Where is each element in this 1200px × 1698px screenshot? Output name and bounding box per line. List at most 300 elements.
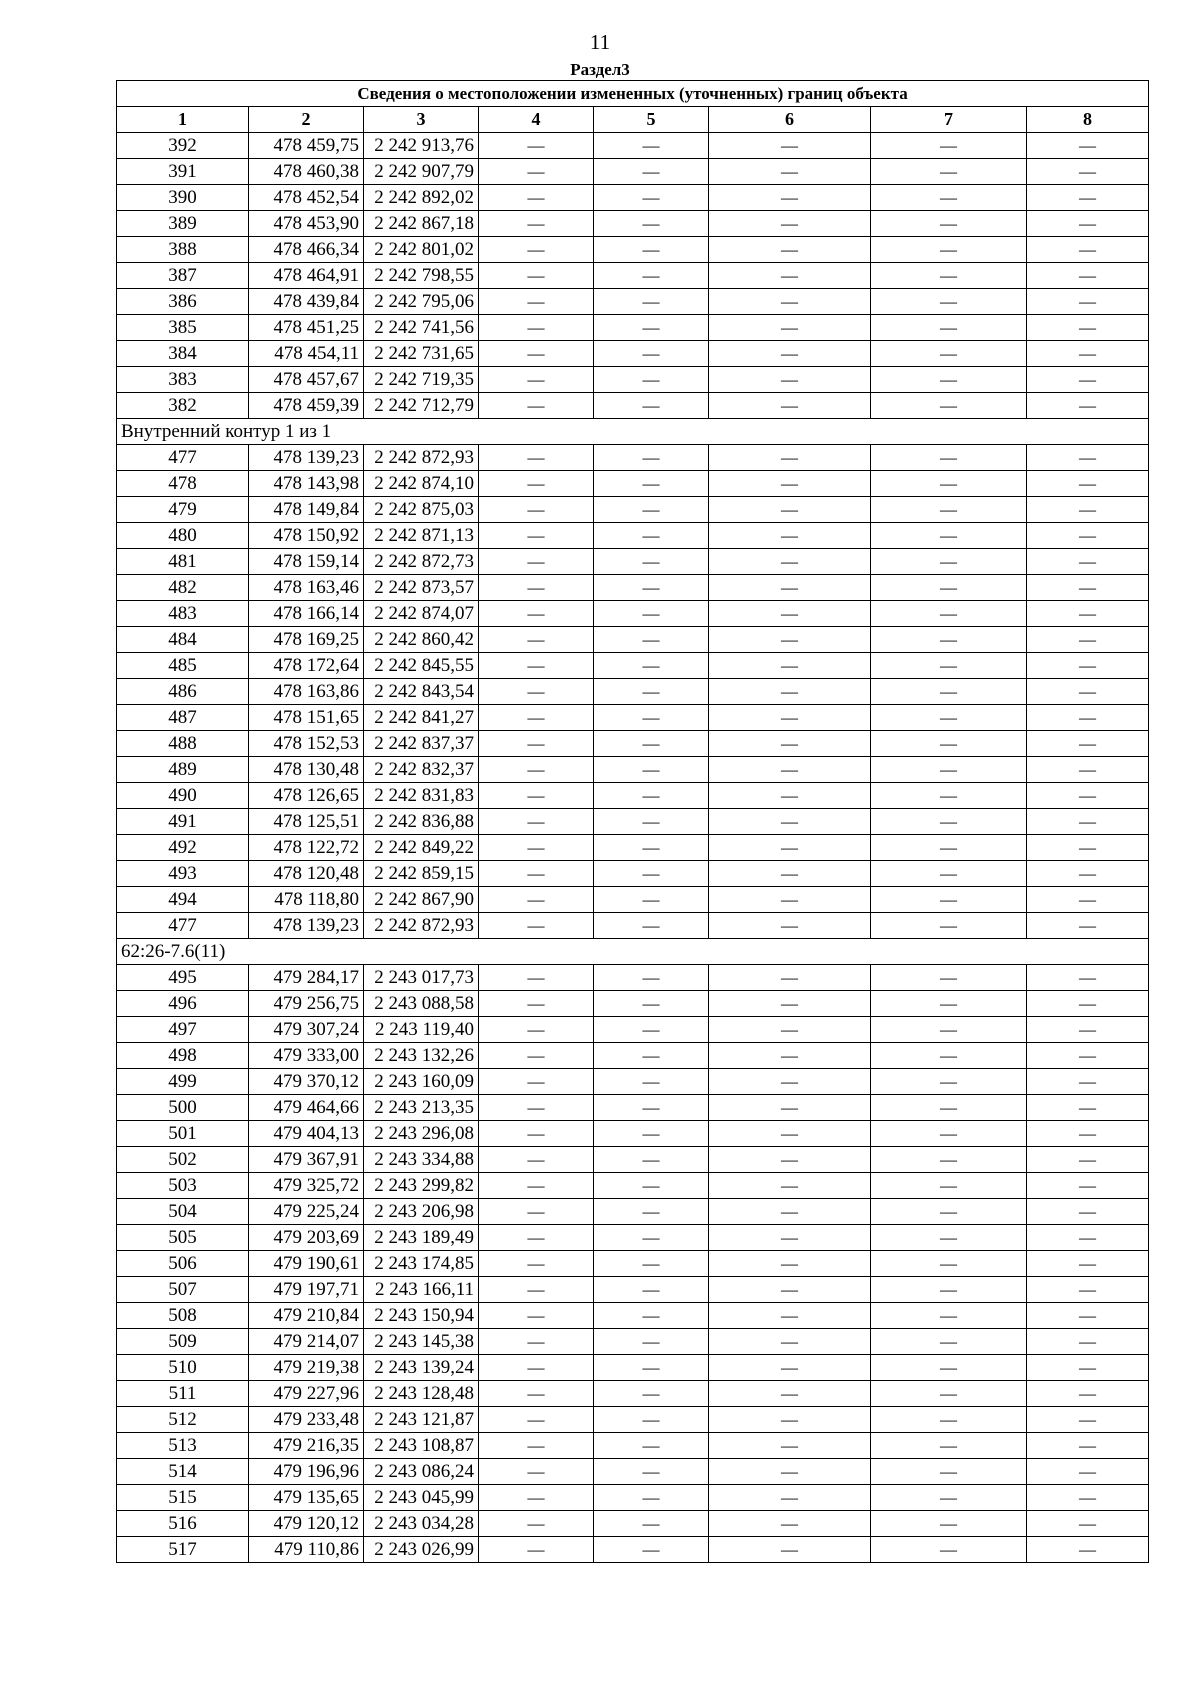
table-row xyxy=(117,237,1149,263)
section-title: Раздел3 xyxy=(570,60,630,79)
coordinate-x: 478 151,65 xyxy=(249,705,364,731)
coordinate-x: 479 225,24 xyxy=(249,1199,364,1225)
empty-value-dash: — xyxy=(871,861,1027,887)
empty-value-dash: — xyxy=(479,1277,594,1303)
point-number: 517 xyxy=(117,1537,249,1563)
empty-value-dash: — xyxy=(709,627,871,653)
coordinate-y: 2 242 832,37 xyxy=(364,757,479,783)
point-number: 496 xyxy=(117,991,249,1017)
coordinate-y: 2 243 139,24 xyxy=(364,1355,479,1381)
coordinate-x: 479 370,12 xyxy=(249,1069,364,1095)
coordinate-y: 2 243 108,87 xyxy=(364,1433,479,1459)
coordinate-y: 2 242 859,15 xyxy=(364,861,479,887)
point-number: 515 xyxy=(117,1485,249,1511)
table-row xyxy=(117,601,1149,627)
empty-value-dash: — xyxy=(871,315,1027,341)
coordinate-y: 2 242 872,73 xyxy=(364,549,479,575)
coordinate-x: 479 464,66 xyxy=(249,1095,364,1121)
empty-value-dash: — xyxy=(709,1511,871,1537)
empty-value-dash: — xyxy=(1027,627,1149,653)
empty-value-dash: — xyxy=(594,575,709,601)
coordinate-x: 479 284,17 xyxy=(249,965,364,991)
empty-value-dash: — xyxy=(594,549,709,575)
coordinate-y: 2 242 913,76 xyxy=(364,133,479,159)
empty-value-dash: — xyxy=(594,185,709,211)
table-row xyxy=(117,1017,1149,1043)
point-number: 511 xyxy=(117,1381,249,1407)
table-row xyxy=(117,1173,1149,1199)
coordinate-x: 478 459,39 xyxy=(249,393,364,419)
coordinate-y: 2 243 086,24 xyxy=(364,1459,479,1485)
coordinate-x: 478 139,23 xyxy=(249,445,364,471)
empty-value-dash: — xyxy=(479,1407,594,1433)
empty-value-dash: — xyxy=(594,237,709,263)
coordinate-x: 478 120,48 xyxy=(249,861,364,887)
coordinate-y: 2 242 798,55 xyxy=(364,263,479,289)
empty-value-dash: — xyxy=(871,1017,1027,1043)
empty-value-dash: — xyxy=(709,861,871,887)
empty-value-dash: — xyxy=(479,1511,594,1537)
coordinate-y: 2 242 849,22 xyxy=(364,835,479,861)
empty-value-dash: — xyxy=(479,887,594,913)
empty-value-dash: — xyxy=(479,679,594,705)
table-row xyxy=(117,1069,1149,1095)
point-number: 483 xyxy=(117,601,249,627)
point-number: 497 xyxy=(117,1017,249,1043)
coordinate-x: 478 150,92 xyxy=(249,523,364,549)
empty-value-dash: — xyxy=(594,1433,709,1459)
table-row xyxy=(117,1095,1149,1121)
empty-value-dash: — xyxy=(594,887,709,913)
empty-value-dash: — xyxy=(709,913,871,939)
empty-value-dash: — xyxy=(594,1407,709,1433)
empty-value-dash: — xyxy=(871,1251,1027,1277)
table-row xyxy=(117,159,1149,185)
table-row xyxy=(117,1225,1149,1251)
coordinate-x: 478 118,80 xyxy=(249,887,364,913)
point-number: 499 xyxy=(117,1069,249,1095)
empty-value-dash: — xyxy=(709,1121,871,1147)
empty-value-dash: — xyxy=(871,549,1027,575)
point-number: 387 xyxy=(117,263,249,289)
empty-value-dash: — xyxy=(594,653,709,679)
empty-value-dash: — xyxy=(594,965,709,991)
empty-value-dash: — xyxy=(479,263,594,289)
empty-value-dash: — xyxy=(1027,185,1149,211)
empty-value-dash: — xyxy=(1027,549,1149,575)
empty-value-dash: — xyxy=(871,1069,1027,1095)
empty-value-dash: — xyxy=(1027,1381,1149,1407)
empty-value-dash: — xyxy=(709,1147,871,1173)
empty-value-dash: — xyxy=(709,991,871,1017)
column-header-4: 4 xyxy=(479,107,594,133)
table-row xyxy=(117,1329,1149,1355)
coordinate-y: 2 242 875,03 xyxy=(364,497,479,523)
table-row xyxy=(117,315,1149,341)
empty-value-dash: — xyxy=(1027,1407,1149,1433)
coordinate-y: 2 242 874,10 xyxy=(364,471,479,497)
column-header-row xyxy=(117,107,1149,133)
empty-value-dash: — xyxy=(479,1303,594,1329)
empty-value-dash: — xyxy=(479,1225,594,1251)
empty-value-dash: — xyxy=(1027,1355,1149,1381)
empty-value-dash: — xyxy=(709,185,871,211)
point-number: 489 xyxy=(117,757,249,783)
coordinate-x: 479 233,48 xyxy=(249,1407,364,1433)
empty-value-dash: — xyxy=(871,1407,1027,1433)
point-number: 478 xyxy=(117,471,249,497)
point-number: 481 xyxy=(117,549,249,575)
coordinate-x: 479 120,12 xyxy=(249,1511,364,1537)
empty-value-dash: — xyxy=(871,887,1027,913)
empty-value-dash: — xyxy=(1027,861,1149,887)
coordinate-y: 2 243 121,87 xyxy=(364,1407,479,1433)
coordinate-y: 2 242 712,79 xyxy=(364,393,479,419)
empty-value-dash: — xyxy=(479,601,594,627)
empty-value-dash: — xyxy=(709,159,871,185)
empty-value-dash: — xyxy=(871,757,1027,783)
table-row xyxy=(117,913,1149,939)
point-number: 479 xyxy=(117,497,249,523)
empty-value-dash: — xyxy=(594,1459,709,1485)
table-row xyxy=(117,575,1149,601)
empty-value-dash: — xyxy=(871,731,1027,757)
empty-value-dash: — xyxy=(871,965,1027,991)
table-row xyxy=(117,471,1149,497)
coordinate-x: 479 219,38 xyxy=(249,1355,364,1381)
coordinate-y: 2 243 174,85 xyxy=(364,1251,479,1277)
table-row xyxy=(117,757,1149,783)
table-group-row xyxy=(117,939,1149,965)
coordinate-y: 2 243 213,35 xyxy=(364,1095,479,1121)
coordinate-x: 478 172,64 xyxy=(249,653,364,679)
empty-value-dash: — xyxy=(594,1381,709,1407)
empty-value-dash: — xyxy=(594,601,709,627)
empty-value-dash: — xyxy=(594,809,709,835)
empty-value-dash: — xyxy=(871,1537,1027,1563)
empty-value-dash: — xyxy=(594,289,709,315)
empty-value-dash: — xyxy=(871,185,1027,211)
coordinate-x: 479 325,72 xyxy=(249,1173,364,1199)
empty-value-dash: — xyxy=(1027,1433,1149,1459)
coordinate-y: 2 242 841,27 xyxy=(364,705,479,731)
point-number: 507 xyxy=(117,1277,249,1303)
table-row xyxy=(117,393,1149,419)
empty-value-dash: — xyxy=(594,1199,709,1225)
coordinate-x: 479 203,69 xyxy=(249,1225,364,1251)
point-number: 495 xyxy=(117,965,249,991)
table-row xyxy=(117,1251,1149,1277)
empty-value-dash: — xyxy=(871,809,1027,835)
point-number: 487 xyxy=(117,705,249,731)
empty-value-dash: — xyxy=(1027,237,1149,263)
coordinate-x: 478 159,14 xyxy=(249,549,364,575)
table-title-row xyxy=(117,81,1149,107)
table-row xyxy=(117,133,1149,159)
empty-value-dash: — xyxy=(479,809,594,835)
empty-value-dash: — xyxy=(1027,1303,1149,1329)
table-row xyxy=(117,1043,1149,1069)
coordinate-y: 2 243 145,38 xyxy=(364,1329,479,1355)
empty-value-dash: — xyxy=(479,185,594,211)
empty-value-dash: — xyxy=(709,367,871,393)
empty-value-dash: — xyxy=(1027,1199,1149,1225)
coordinate-x: 479 197,71 xyxy=(249,1277,364,1303)
empty-value-dash: — xyxy=(709,549,871,575)
empty-value-dash: — xyxy=(871,1433,1027,1459)
empty-value-dash: — xyxy=(709,315,871,341)
coordinate-y: 2 242 872,93 xyxy=(364,445,479,471)
empty-value-dash: — xyxy=(709,783,871,809)
empty-value-dash: — xyxy=(594,783,709,809)
coordinate-x: 478 139,23 xyxy=(249,913,364,939)
empty-value-dash: — xyxy=(479,627,594,653)
empty-value-dash: — xyxy=(871,1121,1027,1147)
coordinate-x: 478 169,25 xyxy=(249,627,364,653)
coordinate-y: 2 243 119,40 xyxy=(364,1017,479,1043)
empty-value-dash: — xyxy=(594,861,709,887)
table-row xyxy=(117,1433,1149,1459)
coordinate-x: 478 460,38 xyxy=(249,159,364,185)
empty-value-dash: — xyxy=(871,341,1027,367)
empty-value-dash: — xyxy=(871,913,1027,939)
point-number: 482 xyxy=(117,575,249,601)
empty-value-dash: — xyxy=(709,133,871,159)
empty-value-dash: — xyxy=(594,367,709,393)
coordinate-x: 478 453,90 xyxy=(249,211,364,237)
point-number: 392 xyxy=(117,133,249,159)
empty-value-dash: — xyxy=(479,1381,594,1407)
coordinate-x: 478 163,46 xyxy=(249,575,364,601)
empty-value-dash: — xyxy=(479,471,594,497)
empty-value-dash: — xyxy=(871,1355,1027,1381)
table-row xyxy=(117,1511,1149,1537)
empty-value-dash: — xyxy=(871,1043,1027,1069)
empty-value-dash: — xyxy=(871,1147,1027,1173)
empty-value-dash: — xyxy=(871,601,1027,627)
empty-value-dash: — xyxy=(871,1277,1027,1303)
empty-value-dash: — xyxy=(594,315,709,341)
empty-value-dash: — xyxy=(479,393,594,419)
table-row xyxy=(117,185,1149,211)
empty-value-dash: — xyxy=(871,497,1027,523)
empty-value-dash: — xyxy=(709,1303,871,1329)
empty-value-dash: — xyxy=(871,471,1027,497)
coordinate-x: 478 130,48 xyxy=(249,757,364,783)
empty-value-dash: — xyxy=(594,1485,709,1511)
page-number: 11 xyxy=(589,30,611,54)
point-number: 383 xyxy=(117,367,249,393)
coordinate-y: 2 243 299,82 xyxy=(364,1173,479,1199)
empty-value-dash: — xyxy=(479,133,594,159)
point-number: 386 xyxy=(117,289,249,315)
empty-value-dash: — xyxy=(594,133,709,159)
empty-value-dash: — xyxy=(1027,1511,1149,1537)
empty-value-dash: — xyxy=(594,497,709,523)
empty-value-dash: — xyxy=(594,1121,709,1147)
empty-value-dash: — xyxy=(1027,1485,1149,1511)
empty-value-dash: — xyxy=(1027,289,1149,315)
coordinate-y: 2 242 873,57 xyxy=(364,575,479,601)
empty-value-dash: — xyxy=(479,1199,594,1225)
coordinate-y: 2 242 836,88 xyxy=(364,809,479,835)
empty-value-dash: — xyxy=(479,1485,594,1511)
table-row xyxy=(117,341,1149,367)
point-number: 488 xyxy=(117,731,249,757)
empty-value-dash: — xyxy=(871,575,1027,601)
boundary-coordinates-table xyxy=(116,80,1149,1563)
coordinate-x: 478 125,51 xyxy=(249,809,364,835)
empty-value-dash: — xyxy=(594,341,709,367)
empty-value-dash: — xyxy=(1027,341,1149,367)
empty-value-dash: — xyxy=(594,211,709,237)
empty-value-dash: — xyxy=(1027,1069,1149,1095)
empty-value-dash: — xyxy=(709,445,871,471)
coordinate-y: 2 243 334,88 xyxy=(364,1147,479,1173)
empty-value-dash: — xyxy=(709,757,871,783)
coordinate-x: 478 452,54 xyxy=(249,185,364,211)
empty-value-dash: — xyxy=(709,601,871,627)
empty-value-dash: — xyxy=(871,393,1027,419)
empty-value-dash: — xyxy=(1027,367,1149,393)
empty-value-dash: — xyxy=(1027,159,1149,185)
table-row xyxy=(117,679,1149,705)
empty-value-dash: — xyxy=(479,1069,594,1095)
coordinate-y: 2 243 045,99 xyxy=(364,1485,479,1511)
empty-value-dash: — xyxy=(594,1355,709,1381)
coordinate-x: 478 464,91 xyxy=(249,263,364,289)
coordinate-x: 479 214,07 xyxy=(249,1329,364,1355)
empty-value-dash: — xyxy=(479,523,594,549)
empty-value-dash: — xyxy=(709,835,871,861)
table-row xyxy=(117,1199,1149,1225)
empty-value-dash: — xyxy=(709,1433,871,1459)
empty-value-dash: — xyxy=(871,1485,1027,1511)
empty-value-dash: — xyxy=(709,653,871,679)
point-number: 508 xyxy=(117,1303,249,1329)
empty-value-dash: — xyxy=(594,393,709,419)
coordinate-x: 478 163,86 xyxy=(249,679,364,705)
coordinate-x: 479 196,96 xyxy=(249,1459,364,1485)
table-row xyxy=(117,809,1149,835)
point-number: 385 xyxy=(117,315,249,341)
empty-value-dash: — xyxy=(871,367,1027,393)
group-label: Внутренний контур 1 из 1 xyxy=(117,419,1149,445)
table-group-row xyxy=(117,419,1149,445)
empty-value-dash: — xyxy=(709,1199,871,1225)
empty-value-dash: — xyxy=(709,1069,871,1095)
coordinate-y: 2 243 160,09 xyxy=(364,1069,479,1095)
empty-value-dash: — xyxy=(1027,679,1149,705)
point-number: 509 xyxy=(117,1329,249,1355)
coordinate-x: 478 152,53 xyxy=(249,731,364,757)
coordinate-y: 2 243 017,73 xyxy=(364,965,479,991)
point-number: 506 xyxy=(117,1251,249,1277)
point-number: 384 xyxy=(117,341,249,367)
empty-value-dash: — xyxy=(479,1329,594,1355)
coordinate-x: 478 149,84 xyxy=(249,497,364,523)
empty-value-dash: — xyxy=(594,159,709,185)
table-row xyxy=(117,1277,1149,1303)
point-number: 512 xyxy=(117,1407,249,1433)
empty-value-dash: — xyxy=(709,1225,871,1251)
point-number: 389 xyxy=(117,211,249,237)
point-number: 494 xyxy=(117,887,249,913)
coordinate-x: 479 256,75 xyxy=(249,991,364,1017)
empty-value-dash: — xyxy=(1027,991,1149,1017)
table-row xyxy=(117,1485,1149,1511)
empty-value-dash: — xyxy=(1027,653,1149,679)
table-row xyxy=(117,1407,1149,1433)
empty-value-dash: — xyxy=(709,705,871,731)
empty-value-dash: — xyxy=(1027,1459,1149,1485)
empty-value-dash: — xyxy=(479,991,594,1017)
point-number: 490 xyxy=(117,783,249,809)
table-row xyxy=(117,289,1149,315)
coordinate-x: 479 110,86 xyxy=(249,1537,364,1563)
coordinate-x: 479 216,35 xyxy=(249,1433,364,1459)
table-row xyxy=(117,731,1149,757)
coordinate-x: 478 451,25 xyxy=(249,315,364,341)
coordinate-x: 478 459,75 xyxy=(249,133,364,159)
empty-value-dash: — xyxy=(709,393,871,419)
empty-value-dash: — xyxy=(871,653,1027,679)
empty-value-dash: — xyxy=(709,1485,871,1511)
table-row xyxy=(117,1381,1149,1407)
empty-value-dash: — xyxy=(871,1459,1027,1485)
empty-value-dash: — xyxy=(709,575,871,601)
column-header-3: 3 xyxy=(364,107,479,133)
table-row xyxy=(117,965,1149,991)
empty-value-dash: — xyxy=(1027,731,1149,757)
empty-value-dash: — xyxy=(594,1147,709,1173)
empty-value-dash: — xyxy=(479,367,594,393)
table-row xyxy=(117,549,1149,575)
table-row xyxy=(117,627,1149,653)
empty-value-dash: — xyxy=(1027,497,1149,523)
empty-value-dash: — xyxy=(709,1407,871,1433)
empty-value-dash: — xyxy=(479,1537,594,1563)
empty-value-dash: — xyxy=(594,1069,709,1095)
empty-value-dash: — xyxy=(479,237,594,263)
coordinate-y: 2 242 719,35 xyxy=(364,367,479,393)
point-number: 516 xyxy=(117,1511,249,1537)
point-number: 477 xyxy=(117,913,249,939)
coordinate-x: 478 457,67 xyxy=(249,367,364,393)
table-row xyxy=(117,445,1149,471)
empty-value-dash: — xyxy=(709,263,871,289)
coordinate-x: 479 190,61 xyxy=(249,1251,364,1277)
empty-value-dash: — xyxy=(1027,1043,1149,1069)
point-number: 500 xyxy=(117,1095,249,1121)
empty-value-dash: — xyxy=(871,1381,1027,1407)
empty-value-dash: — xyxy=(594,1225,709,1251)
empty-value-dash: — xyxy=(709,289,871,315)
empty-value-dash: — xyxy=(709,1017,871,1043)
empty-value-dash: — xyxy=(1027,913,1149,939)
empty-value-dash: — xyxy=(1027,1251,1149,1277)
coordinate-y: 2 242 845,55 xyxy=(364,653,479,679)
empty-value-dash: — xyxy=(1027,965,1149,991)
empty-value-dash: — xyxy=(479,1355,594,1381)
empty-value-dash: — xyxy=(479,159,594,185)
empty-value-dash: — xyxy=(709,1459,871,1485)
point-number: 486 xyxy=(117,679,249,705)
coordinate-x: 479 307,24 xyxy=(249,1017,364,1043)
empty-value-dash: — xyxy=(1027,835,1149,861)
point-number: 480 xyxy=(117,523,249,549)
point-number: 491 xyxy=(117,809,249,835)
